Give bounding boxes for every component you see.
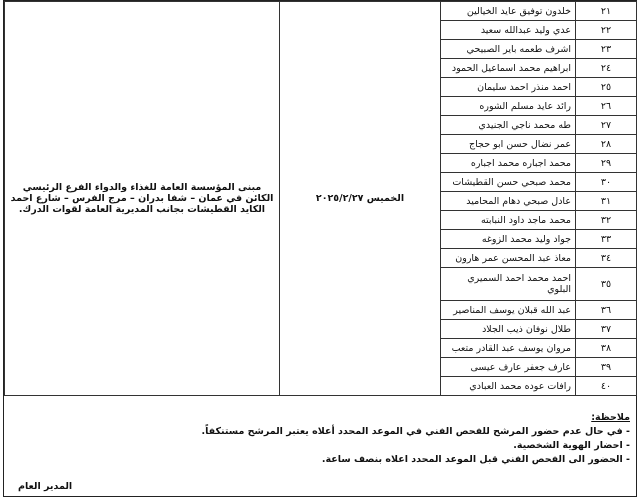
candidate-number: ٢٣ <box>576 40 637 59</box>
candidate-number: ٤٠ <box>576 377 637 396</box>
exam-date: الخميس ٢٠٢٥/٢/٢٧ <box>280 2 441 396</box>
candidate-name: عمر نضال حسن ابو حجاج <box>441 135 576 154</box>
exam-location: مبنى المؤسسة العامة للغذاء والدواء الفرع الرئيسي الكائن في عمان – شفا بدران – مرج الفرس – شارع احمد الكايد القطيشات بجانب المديرية العامة لقوات الدرك. <box>5 2 280 396</box>
candidate-number: ٢٩ <box>576 154 637 173</box>
document-sheet <box>3 0 637 497</box>
candidate-name: محمد صبحي حسن القطيشات <box>441 173 576 192</box>
notes-title: ملاحظة: <box>591 412 630 423</box>
candidate-number: ٣٢ <box>576 211 637 230</box>
candidate-name: خلدون توفيق عايد الخيالين <box>441 2 576 21</box>
candidate-name: اشرف طعمه باير الصبيحي <box>441 40 576 59</box>
candidates-table <box>4 1 637 396</box>
candidate-name: عارف جعفر عارف عيسى <box>441 358 576 377</box>
candidate-name: ابراهيم محمد اسماعيل الحمود <box>441 59 576 78</box>
candidate-number: ٣٩ <box>576 358 637 377</box>
candidate-name: رافات عوده محمد العبادي <box>441 377 576 396</box>
note-line: - في حال عدم حضور المرشح للفحص الفني في الموعد المحدد أعلاه يعتبر المرشح مستنكفاً. <box>201 426 630 437</box>
candidate-name: مروان يوسف عبد القادر متعب <box>441 339 576 358</box>
candidate-name: جواد وليد محمد الزوغه <box>441 230 576 249</box>
candidate-number: ٢١ <box>576 2 637 21</box>
candidate-number: ٣٤ <box>576 249 637 268</box>
director-signature-label: المدير العام <box>18 481 73 492</box>
candidate-name: عدي وليد عبدالله سعيد <box>441 21 576 40</box>
candidate-name: طلال نوفان ذيب الجلاد <box>441 320 576 339</box>
note-line: - الحضور الى الفحص الفني قبل الموعد المحدد اعلاه بنصف ساعة. <box>321 454 630 465</box>
candidate-name: عبد الله قبلان يوسف المناصير <box>441 301 576 320</box>
candidate-number: ٢٨ <box>576 135 637 154</box>
candidate-number: ٣٧ <box>576 320 637 339</box>
candidate-number: ٣٠ <box>576 173 637 192</box>
table-row <box>5 2 637 21</box>
candidate-number: ٣١ <box>576 192 637 211</box>
candidate-name: احمد منذر احمد سليمان <box>441 78 576 97</box>
candidate-number: ٣٨ <box>576 339 637 358</box>
note-line: - احضار الهوية الشخصية. <box>513 440 630 451</box>
candidate-name: احمد محمد احمد السميري البلوي <box>441 268 576 301</box>
candidate-name: محمد ماجد داود النبابته <box>441 211 576 230</box>
notes-section <box>12 411 630 467</box>
candidate-number: ٢٤ <box>576 59 637 78</box>
candidates-table-body <box>5 2 637 396</box>
candidate-number: ٢٥ <box>576 78 637 97</box>
candidate-number: ٣٣ <box>576 230 637 249</box>
candidate-number: ٢٦ <box>576 97 637 116</box>
candidate-number: ٢٧ <box>576 116 637 135</box>
candidate-name: محمد اجباره محمد اجباره <box>441 154 576 173</box>
candidate-name: عادل صبحي دهام المحاميد <box>441 192 576 211</box>
candidate-name: طه محمد ناجي الجنيدي <box>441 116 576 135</box>
candidate-name: رائد عايد مسلم الشوره <box>441 97 576 116</box>
candidate-name: معاذ عبد المحسن عمر هارون <box>441 249 576 268</box>
candidate-number: ٣٥ <box>576 268 637 301</box>
candidate-number: ٢٢ <box>576 21 637 40</box>
candidate-number: ٣٦ <box>576 301 637 320</box>
